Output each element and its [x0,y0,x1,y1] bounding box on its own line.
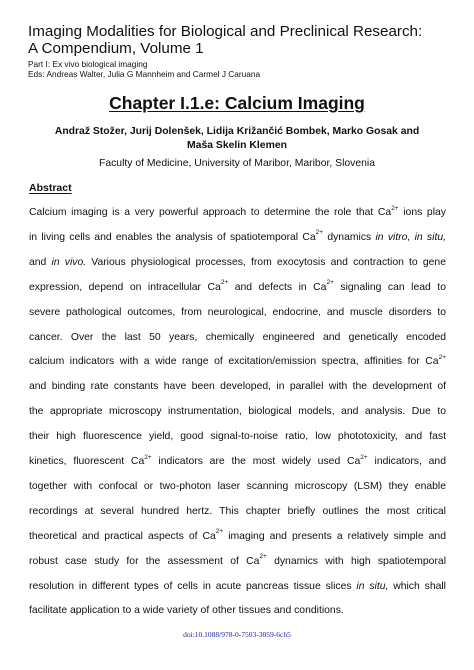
text-segment: together with confocal or two-photon laser scanning microscopy (LSM) they enable [29,480,446,492]
book-meta [28,59,260,79]
text-segment: Various physiological processes, from exocytosis and contraction to gene [86,256,446,268]
text-segment: recordings at several hundred hertz. This chapter briefly outlines the most critical [29,505,446,517]
text-segment: in living cells and enables the analysis of spatiotemporal Ca [29,231,316,243]
text-segment: resolution in different types of cells in acute pancreas tissue slices [29,580,357,592]
text-segment: imaging and presents a relatively simple and [223,530,446,542]
text-segment: theoretical and practical aspects of Ca [29,530,216,542]
abstract-line [29,331,446,345]
superscript-charge: 2+ [438,353,446,361]
text-segment: indicators, and [367,456,446,467]
book-title-line-2: A Compendium, Volume 1 [28,40,204,57]
book-title [28,23,458,57]
text-segment: and defects in Ca [228,281,327,293]
superscript-charge: 2+ [391,204,399,212]
text-segment: indicators are the most widely used Ca [151,456,361,467]
abstract-line [29,480,446,494]
abstract-line [29,430,446,444]
book-title-line-1: Imaging Modalities for Biological and Preclinical Research: [28,23,423,40]
chapter-title: Chapter I.1.e: Calcium Imaging [109,93,365,113]
superscript-charge: 2+ [144,453,152,461]
superscript-charge: 2+ [315,229,324,237]
text-segment: ions play [398,207,446,218]
text-segment: dynamics with high spatiotemporal [266,555,447,567]
authors-line-2: Maša Skelin Klemen [187,140,287,151]
superscript-charge: 2+ [220,279,229,287]
text-segment: expression, depend on intracellular Ca [29,281,221,293]
italic-text: in vivo. [51,256,87,268]
abstract-line [29,555,446,569]
text-segment: which shall [388,580,446,592]
text-segment: and [29,256,52,268]
text-segment: their high fluorescence yield, good signal-to-noise ratio, low phototoxicity, and fast [29,431,446,443]
text-segment: facilitate application to a wide variety of other tissues and conditions. [29,605,344,617]
abstract-line [29,231,446,245]
abstract-line [29,306,446,320]
text-segment: dynamics [323,231,376,243]
affiliation: Faculty of Medicine, University of Maribor, Maribor, Slovenia [98,158,376,169]
superscript-charge: 2+ [259,553,267,561]
text-segment: calcium indicators with a wide range of excitation/emission spectra, affinities for Ca [29,356,439,368]
text-segment: cancer. Over the last 50 years, chemically engineered and genetically encoded [29,331,446,343]
abstract-line [29,256,446,270]
italic-text: in vitro, in situ, [375,231,446,243]
abstract-line [29,405,446,419]
italic-text: in situ, [356,580,389,592]
text-segment: robust case study for the assessment of Ca [29,555,260,567]
abstract-heading: Abstract [29,182,72,194]
abstract-line [29,505,446,519]
abstract-line [29,281,446,295]
doi-link[interactable]: doi:10.1088/978-0-7503-3059-6ch5 [183,630,291,639]
superscript-charge: 2+ [215,528,224,536]
text-segment: signaling can lead to [333,281,446,293]
text-segment: the appropriate microscopy instrumentation, biological models, and analysis. Due to [29,406,446,418]
authors-line-1: Andraž Stožer, Jurij Dolenšek, Lidija Križančić Bombek, Marko Gosak and [54,126,420,137]
authors [0,125,474,153]
editors-label: Eds: Andreas Walter, Julia G Mannheim and Carmel J Caruana [28,69,261,79]
abstract-line [29,580,446,594]
abstract-line [29,380,446,394]
text-segment: severe pathological outcomes, from neurological, endocrine, and muscle disorders to [29,306,446,318]
abstract-line [29,530,446,544]
abstract-line [29,604,446,618]
part-label: Part I: Ex vivo biological imaging [28,59,148,69]
abstract-line [29,355,446,369]
abstract-line [29,206,446,220]
abstract-line [29,455,446,469]
text-segment: kinetics, fluorescent Ca [29,456,145,467]
superscript-charge: 2+ [326,279,334,287]
text-segment: and binding rate constants have been developed, in parallel with the development of [29,381,446,393]
superscript-charge: 2+ [360,453,368,461]
text-segment: Calcium imaging is a very powerful approach to determine the role that Ca [29,207,392,218]
